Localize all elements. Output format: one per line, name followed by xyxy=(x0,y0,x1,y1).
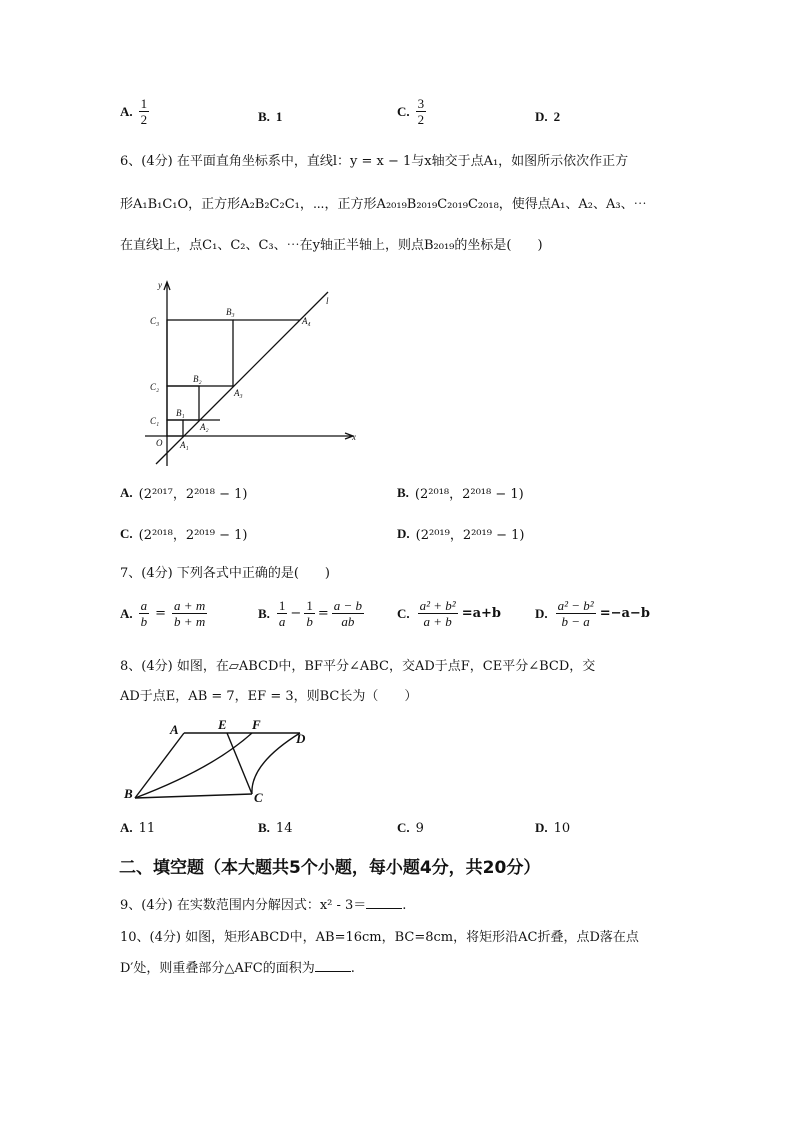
label-b1: B₁ xyxy=(176,408,185,418)
option-text: 9 xyxy=(415,820,424,836)
equals-sign: = xyxy=(155,606,167,621)
q6-coordinate-figure xyxy=(140,278,370,468)
option-label: C. xyxy=(397,605,410,621)
denominator: a xyxy=(278,614,286,629)
label-a: A xyxy=(170,722,179,737)
denominator: 2 xyxy=(140,112,148,127)
q9-text: 9、(4分) 在实数范围内分解因式：x² - 3＝ xyxy=(120,898,367,913)
side-cd xyxy=(252,733,300,794)
q6-option-b[interactable] xyxy=(397,483,524,502)
option-label: D. xyxy=(535,605,548,621)
rhs: =−a−b xyxy=(599,606,650,621)
label-y: y xyxy=(158,280,162,290)
side-bc xyxy=(135,794,252,798)
numerator: a² − b² xyxy=(557,598,594,613)
q7-option-b[interactable] xyxy=(258,598,364,629)
option-text: (2²⁰¹⁷，2²⁰¹⁸ − 1) xyxy=(138,487,248,502)
label-l: l xyxy=(326,296,329,306)
option-label: D. xyxy=(535,109,548,124)
label-b: B xyxy=(124,786,133,801)
q8-option-b[interactable] xyxy=(258,820,292,836)
q7-option-c[interactable] xyxy=(397,598,501,629)
option-value: 2 xyxy=(553,109,561,124)
option-label: B. xyxy=(258,820,270,835)
label-c1: C₁ xyxy=(150,416,160,426)
option-label: C. xyxy=(397,820,410,835)
equals-sign: = xyxy=(317,606,329,621)
label-f: F xyxy=(252,717,261,732)
q9-end: . xyxy=(402,898,407,913)
answer-blank[interactable] xyxy=(366,896,402,909)
q8-stem-line2: AD于点E，AB = 7，EF = 3，则BC长为（ ） xyxy=(120,689,418,704)
label-o: O xyxy=(156,438,163,448)
option-label: B. xyxy=(397,484,409,500)
q6-option-a[interactable] xyxy=(120,483,247,502)
numerator: 3 xyxy=(417,96,425,111)
fraction xyxy=(139,96,150,127)
label-a4: A₄ xyxy=(302,316,311,326)
denominator: 2 xyxy=(417,112,425,127)
q5-option-a[interactable] xyxy=(120,96,149,127)
segment-ce xyxy=(227,733,252,794)
q10-stem-line1: 10、(4分) 如图，矩形ABCD中，AB=16cm，BC=8cm，将矩形沿AC折叠，点D落在点 xyxy=(120,930,639,945)
denominator: ab xyxy=(341,614,355,629)
segment-bf xyxy=(135,733,252,798)
option-label: C. xyxy=(397,103,410,119)
fraction-2 xyxy=(304,598,315,629)
label-a1: A₁ xyxy=(180,440,189,450)
option-label: A. xyxy=(120,103,133,119)
option-label: A. xyxy=(120,605,133,621)
label-c2: C₂ xyxy=(150,382,160,392)
q6-stem-line1: 6、(4分) 在平面直角坐标系中，直线l：y = x − 1与x轴交于点A₁，如图所示依次作正方 xyxy=(120,154,629,169)
option-label: C. xyxy=(120,525,133,541)
q5-option-b[interactable] xyxy=(258,109,282,125)
fraction xyxy=(556,598,596,629)
option-label: B. xyxy=(258,109,270,124)
rhs: =a+b xyxy=(461,606,502,621)
fraction-right xyxy=(172,598,207,629)
q8-parallelogram-figure xyxy=(122,714,322,806)
denominator: b + m xyxy=(174,614,206,629)
option-label: D. xyxy=(397,525,410,541)
q10-stem-line2 xyxy=(120,957,355,976)
option-label: A. xyxy=(120,820,133,835)
q5-option-c[interactable] xyxy=(397,96,426,127)
q8-stem-line1: 8、(4分) 如图，在▱ABCD中，BF平分∠ABC，交AD于点F，CE平分∠BCD，交 xyxy=(120,659,596,674)
q8-option-c[interactable] xyxy=(397,820,424,836)
label-b2: B₂ xyxy=(193,374,202,384)
numerator: a + m xyxy=(174,598,206,613)
answer-blank[interactable] xyxy=(315,959,351,972)
fraction-1 xyxy=(277,598,288,629)
q10-end: . xyxy=(350,961,355,976)
option-text: (2²⁰¹⁸，2²⁰¹⁹ − 1) xyxy=(138,528,248,543)
fraction xyxy=(418,598,458,629)
q10-text: D′处，则重叠部分△AFC的面积为 xyxy=(120,961,315,976)
section-title: 二、填空题（本大题共5个小题，每小题4分，共20分） xyxy=(119,858,541,878)
minus-sign: − xyxy=(290,606,302,621)
label-x: x xyxy=(352,432,356,442)
denominator: b − a xyxy=(561,614,590,629)
option-label: D. xyxy=(535,820,548,835)
option-text: (2²⁰¹⁸，2²⁰¹⁸ − 1) xyxy=(414,487,524,502)
option-text: 14 xyxy=(275,820,293,836)
numerator: 1 xyxy=(140,96,148,111)
fraction-right xyxy=(332,598,364,629)
fraction-left xyxy=(139,598,150,629)
option-text: (2²⁰¹⁹，2²⁰¹⁹ − 1) xyxy=(415,528,525,543)
label-e: E xyxy=(218,717,227,732)
q7-stem: 7、(4分) 下列各式中正确的是( ) xyxy=(120,566,330,581)
option-text: 11 xyxy=(138,820,156,836)
numerator: 1 xyxy=(306,598,313,613)
q6-option-c[interactable] xyxy=(120,524,247,543)
fraction xyxy=(416,96,427,127)
label-a2: A₂ xyxy=(200,422,209,432)
q6-option-d[interactable] xyxy=(397,524,524,543)
denominator: b xyxy=(140,614,148,629)
q6-stem-line3: 在直线l上，点C₁、C₂、C₃、⋯在y轴正半轴上，则点B₂₀₁₉的坐标是( ) xyxy=(120,238,543,253)
square-1 xyxy=(167,420,183,436)
option-text: 10 xyxy=(553,820,571,836)
q6-stem-line2: 形A₁B₁C₁O，正方形A₂B₂C₂C₁，⋯，正方形A₂₀₁₉B₂₀₁₉C₂₀₁₉C₂₀₁₈，使得点A₁、A₂、A₃、⋯ xyxy=(120,197,647,212)
q8-option-a[interactable] xyxy=(120,820,155,836)
label-c3: C₃ xyxy=(150,316,160,326)
label-a3: A₃ xyxy=(234,388,243,398)
numerator: a − b xyxy=(333,598,363,613)
denominator: b xyxy=(306,614,313,629)
option-label: B. xyxy=(258,605,270,621)
numerator: 1 xyxy=(278,598,286,613)
label-c: C xyxy=(254,790,263,805)
q7-option-a[interactable] xyxy=(120,598,207,629)
q9-stem xyxy=(120,894,406,913)
label-d: D xyxy=(296,731,306,746)
denominator: a + b xyxy=(423,614,452,629)
q7-option-d[interactable] xyxy=(535,598,650,629)
numerator: a xyxy=(140,598,148,613)
numerator: a² + b² xyxy=(419,598,456,613)
q5-option-d[interactable] xyxy=(535,109,560,125)
option-label: A. xyxy=(120,484,133,500)
q8-option-d[interactable] xyxy=(535,820,570,836)
option-value: 1 xyxy=(275,109,283,124)
label-b3: B₃ xyxy=(226,307,235,317)
